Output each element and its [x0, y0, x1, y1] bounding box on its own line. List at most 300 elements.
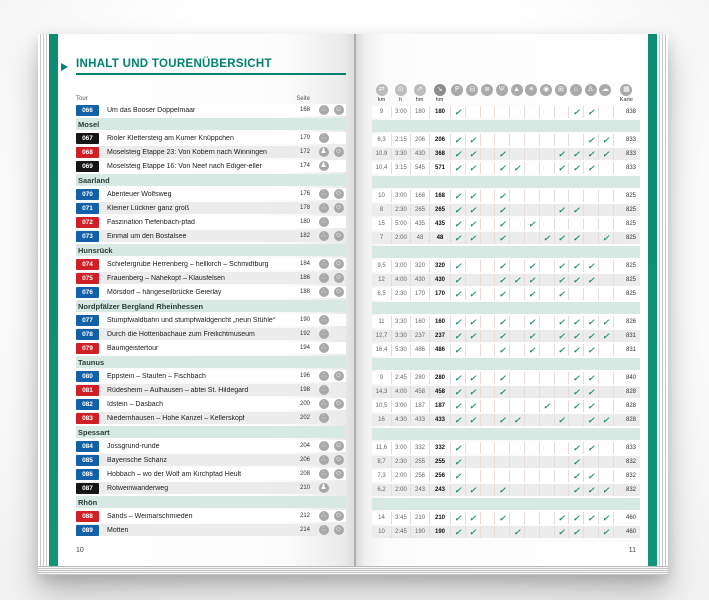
check-cell: ✓: [598, 512, 613, 524]
check-cell: ✓: [568, 470, 583, 482]
map-sheet-number: 831: [613, 330, 640, 342]
ascent-value: 237: [410, 330, 429, 342]
check-cell: [480, 204, 495, 216]
tour-page-number: 194: [299, 345, 310, 351]
section-label: Spessart: [78, 427, 110, 437]
tour-number-badge: 086: [76, 469, 99, 480]
check-cell: [509, 330, 524, 342]
check-cell: ✓: [568, 204, 583, 216]
section-label: Rhön: [78, 497, 98, 507]
check-cell: ✓: [568, 456, 583, 468]
column-header-bus: [465, 84, 480, 104]
tour-number-badge: 076: [76, 287, 99, 298]
descent-value: 255: [429, 456, 450, 468]
check-cell: [583, 190, 598, 202]
check-cell: ✓: [450, 148, 465, 160]
right-page-number: 11: [628, 547, 636, 554]
column-header-winter: [524, 84, 539, 104]
descent-value: 206: [429, 134, 450, 146]
check-cell: [524, 204, 539, 216]
distance-value: 6,3: [377, 137, 386, 143]
tour-number-badge: 083: [76, 413, 99, 424]
check-cell: [598, 386, 613, 398]
tour-number-badge: 068: [76, 147, 99, 158]
tour-data-table: [372, 106, 640, 538]
check-cell: ✓: [583, 442, 598, 454]
check-cell: ✓: [583, 400, 598, 412]
tour-number-badge: 072: [76, 217, 99, 228]
walker-icon: ∴: [319, 203, 329, 213]
smiley-icon: ☺: [334, 106, 343, 113]
check-cell: [598, 260, 613, 272]
distance-value: 14,3: [375, 389, 388, 395]
ascent-value: 190: [410, 526, 429, 538]
distance-value: 6,5: [377, 291, 386, 297]
book: [38, 34, 668, 575]
parking-icon: P: [451, 84, 463, 96]
duration-value: 2:30: [391, 288, 410, 300]
check-cell: ✓: [450, 526, 465, 538]
tour-data-row: [372, 232, 640, 244]
check-cell: [524, 512, 539, 524]
check-cell: ✓: [524, 344, 539, 356]
check-cell: [539, 316, 554, 328]
seite-column-label: Seite: [296, 96, 310, 102]
tour-data-row: [372, 414, 640, 426]
check-cell: ✓: [450, 204, 465, 216]
tour-row: [76, 482, 346, 494]
column-unit-label: Karte: [619, 97, 633, 103]
check-cell: [509, 218, 524, 230]
check-cell: [509, 372, 524, 384]
distance-value: 11,6: [375, 445, 388, 451]
ascent-value: 458: [410, 386, 429, 398]
check-cell: [480, 106, 495, 118]
tour-page-number: 176: [299, 191, 310, 197]
tour-row: [76, 524, 346, 536]
check-cell: [480, 456, 495, 468]
section-label: Taunus: [78, 357, 105, 367]
distance-value: 16: [378, 417, 385, 423]
descent-value: 210: [429, 512, 450, 524]
check-cell: [539, 288, 554, 300]
check-cell: [480, 386, 495, 398]
column-header-roundtrip: [539, 84, 554, 104]
check-cell: ✓: [465, 484, 480, 496]
duration-value: 3:00: [391, 260, 410, 272]
check-cell: [480, 330, 495, 342]
section-bar: [372, 176, 640, 188]
tour-number-badge: 071: [76, 203, 99, 214]
check-cell: ✓: [450, 162, 465, 174]
distance-icon: ⇄: [376, 84, 388, 96]
tour-name: Frauenberg – Nahekopf – Klausfelsen: [107, 274, 225, 282]
check-cell: ✓: [465, 400, 480, 412]
check-cell: [539, 260, 554, 272]
tour-data-row: [372, 218, 640, 230]
check-cell: ✓: [494, 204, 509, 216]
tour-name: Moselsteig Etappe 23: Von Kobern nach Winningen: [107, 148, 267, 156]
ascent-icon: ↗: [414, 84, 426, 96]
check-cell: ✓: [450, 414, 465, 426]
walker-icon: ∴: [319, 399, 329, 409]
map-sheet-number: 826: [613, 316, 640, 328]
tour-number-badge: 089: [76, 525, 99, 536]
check-cell: ✓: [450, 274, 465, 286]
column-unit-label: h: [398, 97, 403, 103]
check-cell: ✓: [465, 232, 480, 244]
check-cell: [568, 218, 583, 230]
check-cell: ✓: [494, 218, 509, 230]
tour-row: [76, 468, 346, 480]
check-cell: ✓: [465, 512, 480, 524]
tour-row: [76, 272, 346, 284]
tour-row: [76, 384, 346, 396]
tour-number-badge: 070: [76, 189, 99, 200]
smiley-icon: ☺: [334, 204, 343, 211]
tour-name: Schiefergrube Herrenberg – hellkirch – Schmidtburg: [107, 260, 269, 268]
descent-value: 187: [429, 400, 450, 412]
check-cell: [494, 134, 509, 146]
check-cell: [539, 526, 554, 538]
map-sheet-number: 460: [613, 512, 640, 524]
check-cell: ✓: [465, 218, 480, 230]
check-cell: ✓: [568, 484, 583, 496]
duration-value: 2:45: [391, 526, 410, 538]
tour-page-number: 210: [299, 485, 310, 491]
section-header: [76, 496, 346, 508]
descent-value: 48: [429, 232, 450, 244]
tour-name: Kleiner Lückner ganz groß: [107, 204, 190, 212]
descent-value: 180: [429, 106, 450, 118]
check-cell: ✓: [554, 316, 569, 328]
check-cell: [598, 218, 613, 230]
duration-value: 5:30: [391, 344, 410, 356]
check-cell: ✓: [598, 484, 613, 496]
descent-value: 243: [429, 484, 450, 496]
check-cell: [583, 204, 598, 216]
tour-name: Jossgrund-runde: [107, 442, 160, 450]
tour-list: [76, 104, 346, 536]
smiley-icon: ☺: [334, 232, 343, 239]
section-header: [76, 118, 346, 130]
ascent-value: 486: [410, 344, 429, 356]
tour-number-badge: 066: [76, 105, 99, 116]
tour-name: Idstein – Dasbach: [107, 400, 164, 408]
smiley-icon: ☺: [334, 456, 343, 463]
check-cell: [568, 288, 583, 300]
duration-value: 2:30: [391, 204, 410, 216]
check-cell: ✓: [583, 162, 598, 174]
tour-number-badge: 078: [76, 329, 99, 340]
left-page: [58, 34, 354, 566]
hiker-icon: ♟: [320, 484, 327, 491]
tour-name: Sands – Weimarschmieden: [107, 512, 193, 520]
check-cell: [480, 288, 495, 300]
tour-row: [76, 216, 346, 228]
check-cell: ✓: [583, 344, 598, 356]
check-cell: ✓: [450, 330, 465, 342]
right-page-edges: [657, 34, 668, 566]
ascent-value: 170: [410, 288, 429, 300]
tour-name: Stumpfwaldbahn und stumpfwaldgericht „neun Stühle“: [107, 316, 276, 324]
walker-icon: ∴: [319, 231, 329, 241]
check-cell: ✓: [494, 190, 509, 202]
check-cell: [524, 470, 539, 482]
map-sheet-number: 825: [613, 190, 640, 202]
map-sheet-number: 825: [613, 260, 640, 272]
check-cell: [494, 526, 509, 538]
check-cell: [568, 134, 583, 146]
check-cell: [480, 526, 495, 538]
ascent-value: 256: [410, 470, 429, 482]
column-header-ascent: [410, 84, 429, 104]
column-header-parking: [450, 84, 465, 104]
check-cell: [465, 344, 480, 356]
check-cell: [480, 148, 495, 160]
check-cell: ✓: [524, 316, 539, 328]
check-cell: ✓: [583, 134, 598, 146]
distance-value: 9: [379, 109, 384, 115]
check-cell: [480, 260, 495, 272]
book-spread: [38, 34, 668, 566]
tour-data-row: [372, 288, 640, 300]
tour-name: Hobbach – wo der Wolf am Kirchpfad Heult: [107, 470, 242, 478]
tour-page-number: 172: [299, 149, 310, 155]
section-label: Nordpfälzer Bergland Rheinhessen: [78, 301, 204, 311]
map-sheet-number: 828: [613, 386, 640, 398]
descent-value: 435: [429, 218, 450, 230]
check-cell: [598, 274, 613, 286]
check-cell: [539, 330, 554, 342]
tour-data-row: [372, 204, 640, 216]
section-bar: [372, 302, 640, 314]
duration-value: 3:15: [391, 162, 410, 174]
smiley-icon: ☺: [334, 190, 343, 197]
tour-data-row: [372, 106, 640, 118]
check-cell: [509, 260, 524, 272]
check-cell: [465, 442, 480, 454]
check-cell: [480, 232, 495, 244]
check-cell: ✓: [494, 148, 509, 160]
roundtrip-icon: ◉: [540, 84, 552, 96]
check-cell: ✓: [450, 134, 465, 146]
tour-row: [76, 314, 346, 326]
tour-row: [76, 132, 346, 144]
check-cell: [554, 134, 569, 146]
check-cell: ✓: [465, 204, 480, 216]
check-cell: [480, 218, 495, 230]
tour-page-number: 168: [299, 107, 310, 113]
check-cell: [480, 134, 495, 146]
ascent-value: 255: [410, 456, 429, 468]
tour-data-row: [372, 148, 640, 160]
check-cell: ✓: [539, 232, 554, 244]
check-cell: ✓: [539, 400, 554, 412]
tour-page-number: 214: [299, 527, 310, 533]
check-cell: [509, 148, 524, 160]
tour-name: Durch die Hottenbachaue zum Freilichtmuseum: [107, 330, 255, 338]
check-cell: ✓: [524, 330, 539, 342]
check-cell: [598, 400, 613, 412]
check-cell: [539, 442, 554, 454]
check-cell: ✓: [465, 148, 480, 160]
check-cell: ✓: [568, 526, 583, 538]
check-cell: [509, 512, 524, 524]
section-bar: [372, 246, 640, 258]
distance-value: 9,5: [377, 263, 386, 269]
duration-value: 4:00: [391, 386, 410, 398]
ascent-value: 332: [410, 442, 429, 454]
tour-data-row: [372, 372, 640, 384]
walker-icon: ∴: [319, 511, 329, 521]
check-cell: ✓: [494, 330, 509, 342]
check-cell: ✓: [450, 288, 465, 300]
duration-value: 3:00: [391, 106, 410, 118]
check-cell: [598, 190, 613, 202]
tour-number-badge: 080: [76, 371, 99, 382]
smiley-icon: ☺: [334, 400, 343, 407]
duration-value: 3:00: [391, 190, 410, 202]
tour-name: Rüdesheim – Aulhausen – abtei St. Hildegard: [107, 386, 249, 394]
tour-number-badge: 067: [76, 133, 99, 144]
tour-column-label: Tour: [76, 96, 88, 102]
check-cell: [509, 316, 524, 328]
nature-icon: ▲: [511, 84, 523, 96]
check-cell: ✓: [554, 512, 569, 524]
map-sheet-number: 460: [613, 526, 640, 538]
duration-value: 4:30: [391, 414, 410, 426]
duration-value: 2:15: [391, 134, 410, 146]
walker-icon: ∴: [319, 259, 329, 269]
check-cell: ✓: [568, 316, 583, 328]
column-header-cable-car: [554, 84, 569, 104]
check-cell: [598, 470, 613, 482]
tour-row: [76, 412, 346, 424]
check-cell: ✓: [583, 512, 598, 524]
duration-value: 2:00: [391, 484, 410, 496]
distance-value: 7,3: [377, 473, 386, 479]
check-cell: ✓: [554, 148, 569, 160]
tour-row: [76, 258, 346, 270]
column-header-refreshment: [494, 84, 509, 104]
tour-number-badge: 082: [76, 399, 99, 410]
column-header-distance: [372, 84, 391, 104]
column-header-culture: [568, 84, 583, 104]
check-cell: ✓: [450, 106, 465, 118]
column-header-nature: [509, 84, 524, 104]
ascent-value: 545: [410, 162, 429, 174]
map-sheet-number: 825: [613, 232, 640, 244]
check-cell: [480, 400, 495, 412]
tour-row: [76, 188, 346, 200]
tour-data-row: [372, 484, 640, 496]
ascent-value: 180: [410, 106, 429, 118]
distance-value: 10: [378, 529, 385, 535]
check-cell: ✓: [583, 484, 598, 496]
tour-number-badge: 074: [76, 259, 99, 270]
left-page-number: 10: [76, 547, 84, 554]
panorama-icon: ☁: [599, 84, 611, 96]
tour-page-number: 186: [299, 275, 310, 281]
column-header-map: [613, 84, 640, 104]
ascent-value: 320: [410, 260, 429, 272]
ascent-value: 433: [410, 414, 429, 426]
descent-value: 486: [429, 344, 450, 356]
check-cell: [494, 400, 509, 412]
check-cell: [539, 148, 554, 160]
ascent-value: 168: [410, 190, 429, 202]
check-cell: ✓: [554, 330, 569, 342]
smiley-icon: ☺: [334, 260, 343, 267]
check-cell: [598, 456, 613, 468]
ascent-value: 48: [410, 232, 429, 244]
section-label: Hunsrück: [78, 245, 113, 255]
check-cell: [480, 316, 495, 328]
check-cell: ✓: [450, 512, 465, 524]
tour-data-row: [372, 316, 640, 328]
check-cell: [509, 400, 524, 412]
check-cell: [568, 414, 583, 426]
check-cell: ✓: [568, 442, 583, 454]
check-cell: [539, 344, 554, 356]
duration-value: 2:00: [391, 470, 410, 482]
walker-icon: ∴: [319, 189, 329, 199]
descent-value: 170: [429, 288, 450, 300]
family-icon: ♙: [585, 84, 597, 96]
check-cell: [480, 372, 495, 384]
check-cell: [539, 218, 554, 230]
check-cell: [598, 344, 613, 356]
map-sheet-number: 833: [613, 442, 640, 454]
check-cell: ✓: [554, 162, 569, 174]
map-sheet-number: 833: [613, 134, 640, 146]
check-cell: ✓: [583, 260, 598, 272]
check-cell: [465, 274, 480, 286]
check-cell: [568, 190, 583, 202]
check-cell: ✓: [509, 162, 524, 174]
right-page: [356, 34, 648, 566]
chapter-arrow-icon: [61, 63, 68, 71]
check-cell: ✓: [494, 260, 509, 272]
check-cell: [554, 372, 569, 384]
check-cell: ✓: [583, 386, 598, 398]
duration-value: 3:30: [391, 316, 410, 328]
check-cell: [509, 288, 524, 300]
tour-row: [76, 146, 346, 158]
check-cell: ✓: [554, 232, 569, 244]
tour-number-badge: 069: [76, 161, 99, 172]
smiley-icon: ☺: [334, 148, 343, 155]
tour-page-number: 188: [299, 289, 310, 295]
ascent-value: 187: [410, 400, 429, 412]
tour-page-number: 182: [299, 233, 310, 239]
check-cell: ✓: [568, 400, 583, 412]
check-cell: ✓: [524, 288, 539, 300]
walker-icon: ∴: [319, 441, 329, 451]
tour-number-badge: 081: [76, 385, 99, 396]
descent-value: 168: [429, 190, 450, 202]
tour-row: [76, 328, 346, 340]
tour-row: [76, 398, 346, 410]
check-cell: ✓: [568, 330, 583, 342]
check-cell: ✓: [450, 190, 465, 202]
check-cell: ✓: [583, 316, 598, 328]
duration-value: 2:30: [391, 456, 410, 468]
section-label: Saarland: [78, 175, 110, 185]
duration-value: 3:00: [391, 400, 410, 412]
tour-data-row: [372, 400, 640, 412]
